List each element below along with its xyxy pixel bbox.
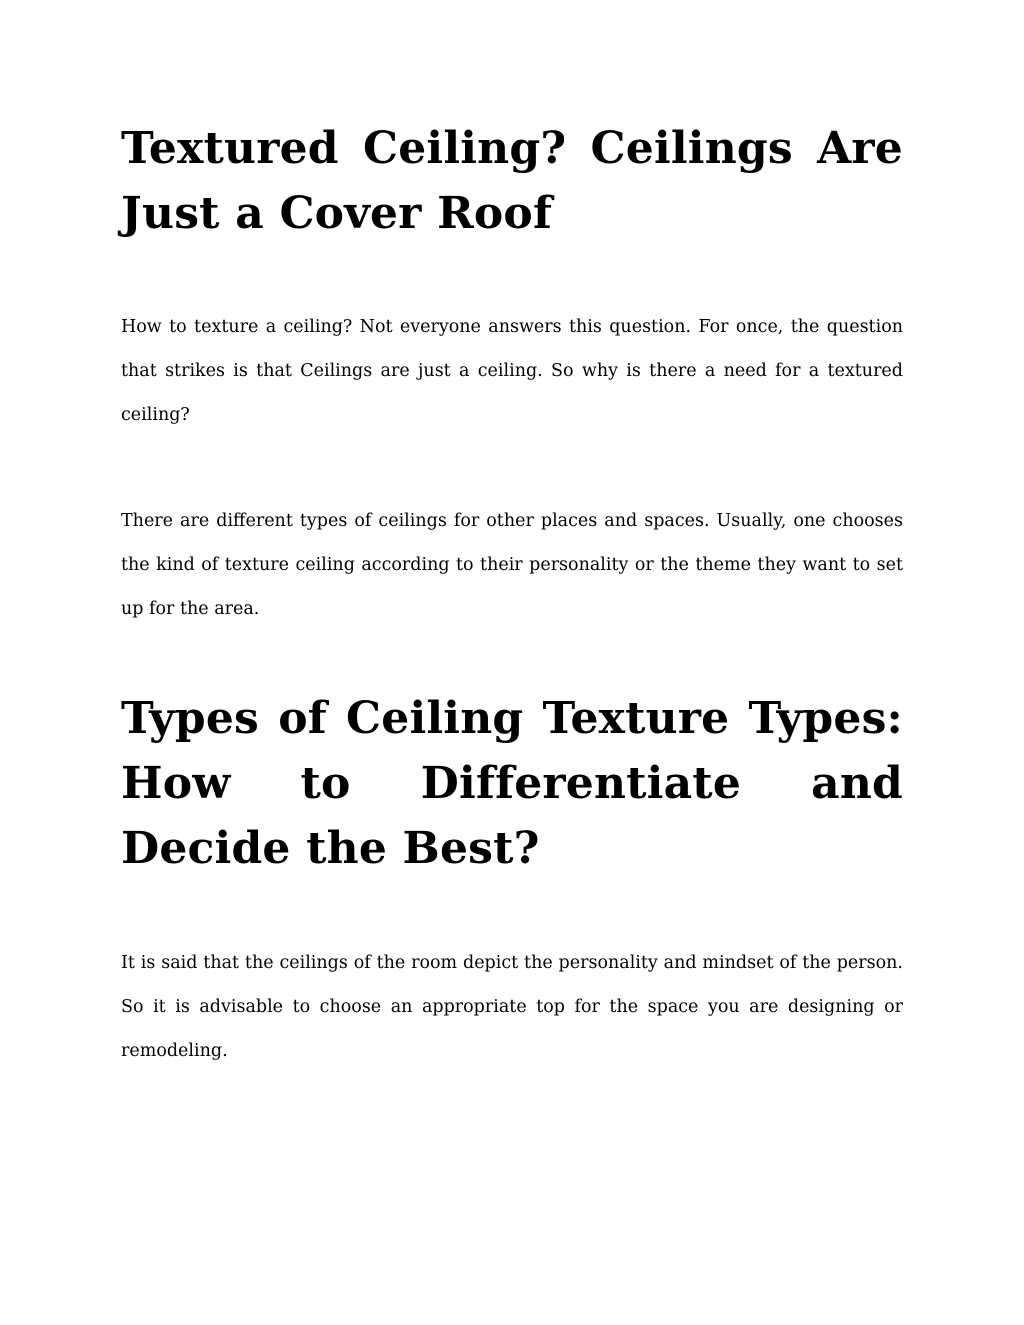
types-paragraph: There are different types of ceilings for other places and spaces. Usually, one chooses the kind of texture ceiling according to their personality or the theme they want to set up for the area. (121, 511, 903, 619)
heading-textured-ceiling: Textured Ceiling? Ceilings Are Just a Cover Roof (121, 123, 903, 239)
intro-paragraph: How to texture a ceiling? Not everyone answers this question. For once, the question that strikes is that Ceilings are just a ceiling. So why is there a need for a textured ceiling? (121, 317, 903, 425)
heading-ceiling-texture-types: Types of Ceiling Texture Types: How to Differentiate and Decide the Best? (121, 693, 903, 874)
personality-paragraph: It is said that the ceilings of the room depict the personality and mindset of the person. So it is advisable to choose an appropriate top for the space you are designing or remodeling. (121, 953, 903, 1061)
